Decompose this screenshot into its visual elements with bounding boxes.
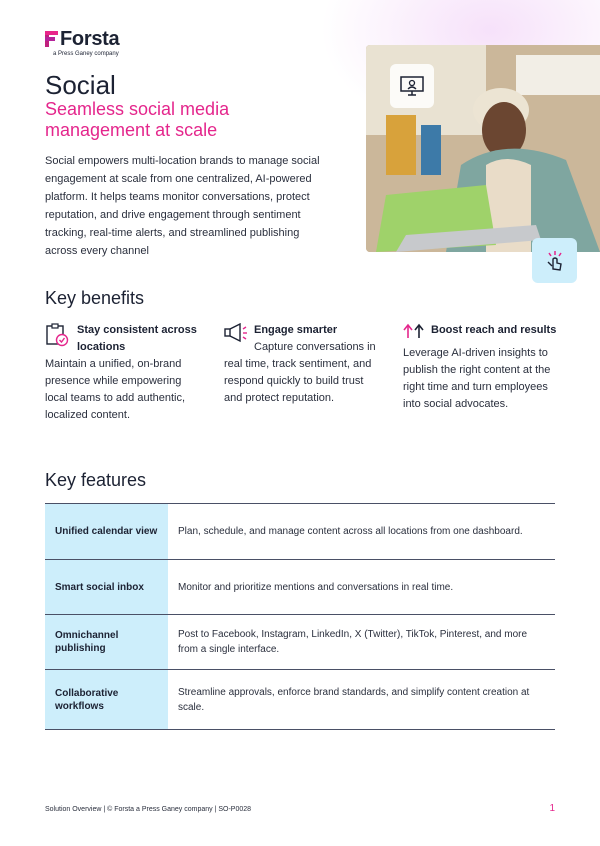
benefit-text: Leverage AI-driven insights to publish the right content at the right time and turn employees into social advocates. [403,347,551,410]
benefit-title: Engage smarter [254,324,338,336]
table-row [45,504,555,560]
page-subtitle: Seamless social media management at scale [45,99,230,140]
feature-description: Monitor and prioritize mentions and conversations in real time. [178,581,454,593]
key-benefits-heading: Key benefits [45,288,145,308]
footer-text: Solution Overview | © Forsta a Press Ganey company | SO-P0028 [45,806,252,813]
page-title: Social [45,70,116,100]
monitor-user-icon [390,64,434,108]
logo-name: Forsta [60,28,120,50]
logo-tagline: a Press Ganey company [53,51,119,57]
benefit-item [403,322,563,413]
megaphone-icon [224,323,248,349]
benefit-text: Maintain a unified, on-brand presence while empowering local teams to add authentic, localized content. [45,358,186,421]
key-features-heading: Key features [45,470,147,490]
intro-paragraph: Social empowers multi-location brands to manage social engagement at scale from one centralized, AI-powered platform. It helps teams monitor conversations, protect reputation, and drive engagement through sentiment tracking, real-time alerts, and streamlined publishing across every channel [45,155,320,257]
feature-name: Omnichannel publishing [45,615,168,669]
benefit-item [224,322,384,407]
table-row [45,615,555,670]
page-number: 1 [549,803,555,814]
table-row [45,670,555,730]
feature-description: Post to Facebook, Instagram, LinkedIn, X (Twitter), TikTok, Pinterest, and more from a single interface. [178,629,528,655]
feature-description: Streamline approvals, enforce brand standards, and simplify content creation at scale. [178,686,530,713]
benefit-item [45,322,205,424]
benefit-title: Boost reach and results [431,324,557,336]
tap-gesture-icon [532,238,577,283]
forsta-logo [45,30,119,57]
feature-name: Unified calendar view [45,504,168,559]
arrows-up-icon [403,323,425,345]
feature-name: Collaborative workflows [45,670,168,729]
forsta-logo-mark [45,31,58,47]
benefit-title: Stay consistent across locations [77,324,197,353]
feature-name: Smart social inbox [45,560,168,614]
features-table [45,503,555,730]
table-row [45,560,555,615]
clipboard-check-icon [45,323,69,353]
feature-description: Plan, schedule, and manage content across all locations from one dashboard. [178,526,523,537]
benefit-text: Capture conversations in real time, track sentiment, and respond quickly to build trust and protect reputation. [224,341,376,404]
